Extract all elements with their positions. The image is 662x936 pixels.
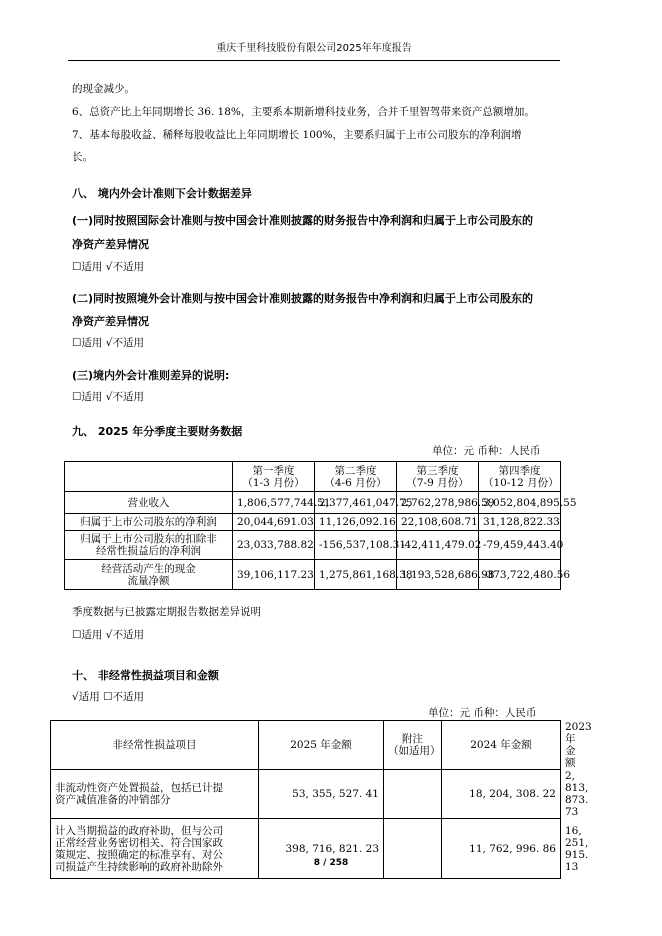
nr-header-note: 附注 （如适用） <box>384 721 442 770</box>
intro-line-3: 7、基本每股收益、稀释每股收益比上年同期增长 100%，主要系归属于上市公司股东的净利润增 <box>72 129 522 141</box>
cell-value: 398, 716, 821. 23 <box>259 819 384 879</box>
intro-line-1: 的现金减少。 <box>72 83 135 95</box>
section9-title: 九、 2025 年分季度主要财务数据 <box>72 425 243 438</box>
cell-value: -156,537,108.31 <box>315 531 397 560</box>
section8-sub3: (三)境内外会计准则差异的说明: <box>72 369 230 382</box>
cell-value: -42,411,479.02 <box>397 531 479 560</box>
table-row: 计入当期损益的政府补助，但与公司 正常经营业务密切相关、符合国家政 策规定、按照确定的标准享有、对公 司损益产生持续影响的政府补助除外 398, 716, 821. 23 11, 762, 996. 86 16, 251, 915. 13 <box>51 819 561 879</box>
quarter-header-q1: 第一季度 （1-3 月份） <box>233 462 315 492</box>
intro-line-2: 6、总资产比上年同期增长 36. 18%，主要系本期新增科技业务，合并千里智驾带来资产总额增加。 <box>72 106 535 118</box>
quarterly-financial-table <box>64 461 577 590</box>
page-number: 8 / 258 <box>313 858 349 868</box>
section10-title: 十、 非经常性损益项目和金额 <box>72 669 219 682</box>
table-row <box>65 560 561 590</box>
section8-title: 八、 境内外会计准则下会计数据差异 <box>72 187 252 200</box>
section9-note: 季度数据与已披露定期报告数据差异说明 <box>72 606 261 618</box>
cell-value: 11, 762, 996. 86 <box>442 819 561 879</box>
cell-value: 18, 204, 308. 22 <box>442 770 561 819</box>
section8-sub2-line2: 净资产差异情况 <box>72 315 149 328</box>
cell-value: 1,275,861,168.38 <box>315 560 397 590</box>
table-row <box>65 492 561 514</box>
cell-value: 39,106,117.23 <box>233 560 315 590</box>
section9-option: ☐适用 √不适用 <box>72 629 144 641</box>
cell-value: -79,459,443.40 <box>479 531 561 560</box>
section10-unit: 单位：元 币种：人民币 <box>428 707 537 719</box>
nr-header-2025: 2025 年金额 <box>259 721 384 770</box>
row-label: 营业收入 <box>65 492 233 514</box>
header-rule <box>68 60 560 61</box>
row-label: 归属于上市公司股东的扣除非 经常性损益后的净利润 <box>65 531 233 560</box>
section8-sub1-line2: 净资产差异情况 <box>72 238 149 251</box>
table-row <box>65 514 561 531</box>
section8-sub1-option: ☐适用 √不适用 <box>72 261 144 273</box>
nr-header-item: 非经常性损益项目 <box>51 721 259 770</box>
cell-value: 53, 355, 527. 41 <box>259 770 384 819</box>
cell-value: 23,033,788.82 <box>233 531 315 560</box>
cell-value: 1,193,528,686.98 <box>397 560 479 590</box>
cell-value: 22,108,608.71 <box>397 514 479 531</box>
quarter-header-blank <box>65 462 233 492</box>
report-header: 重庆千里科技股份有限公司2025年年度报告 <box>216 43 412 54</box>
cell-value: 2,762,278,986.59 <box>397 492 479 514</box>
section8-sub2-line1: (二)同时按照境外会计准则与按中国会计准则披露的财务报告中净利润和归属于上市公司股东的 <box>72 292 534 305</box>
quarter-header-q3: 第三季度 （7-9 月份） <box>397 462 479 492</box>
section9-unit: 单位：元 币种：人民币 <box>432 445 541 457</box>
table-row: 非流动性资产处置损益，包括已计提 资产减值准备的冲销部分 53, 355, 527. 41 18, 204, 308. 22 2, 813, 873. 73 <box>51 770 561 819</box>
quarter-header-q2: 第二季度 （4-6 月份） <box>315 462 397 492</box>
cell-note <box>384 819 442 879</box>
quarter-header-row <box>65 462 561 492</box>
table-row <box>65 531 561 560</box>
cell-value: 11,126,092.16 <box>315 514 397 531</box>
intro-line-4: 长。 <box>72 151 93 163</box>
cell-value: 31,128,822.33 <box>479 514 561 531</box>
row-label: 计入当期损益的政府补助，但与公司 正常经营业务密切相关、符合国家政 策规定、按照确定的标准享有、对公 司损益产生持续影响的政府补助除外 <box>51 819 259 879</box>
row-label: 归属于上市公司股东的净利润 <box>65 514 233 531</box>
row-label: 非流动性资产处置损益，包括已计提 资产减值准备的冲销部分 <box>51 770 259 819</box>
cell-value: 20,044,691.03 <box>233 514 315 531</box>
section8-sub1-line1: (一)同时按照国际会计准则与按中国会计准则披露的财务报告中净利润和归属于上市公司股东的 <box>72 214 534 227</box>
nr-header-2024: 2024 年金额 <box>442 721 561 770</box>
nr-header-row: 非经常性损益项目 2025 年金额 附注 （如适用） 2024 年金额 2023 年金额 <box>51 721 561 770</box>
cell-note <box>384 770 442 819</box>
row-label: 经营活动产生的现金 流量净额 <box>65 560 233 590</box>
cell-value: 3,052,804,895.55 <box>479 492 561 514</box>
section10-option: √适用 ☐不适用 <box>72 691 144 703</box>
cell-value: -373,722,480.56 <box>479 560 561 590</box>
section8-sub3-option: ☐适用 √不适用 <box>72 391 144 403</box>
section8-sub2-option: ☐适用 √不适用 <box>72 337 144 349</box>
quarter-header-q4: 第四季度 （10-12 月份） <box>479 462 561 492</box>
cell-value: 1,806,577,744.51 <box>233 492 315 514</box>
non-recurring-items-table <box>50 720 592 879</box>
cell-value: 2,377,461,047.75 <box>315 492 397 514</box>
